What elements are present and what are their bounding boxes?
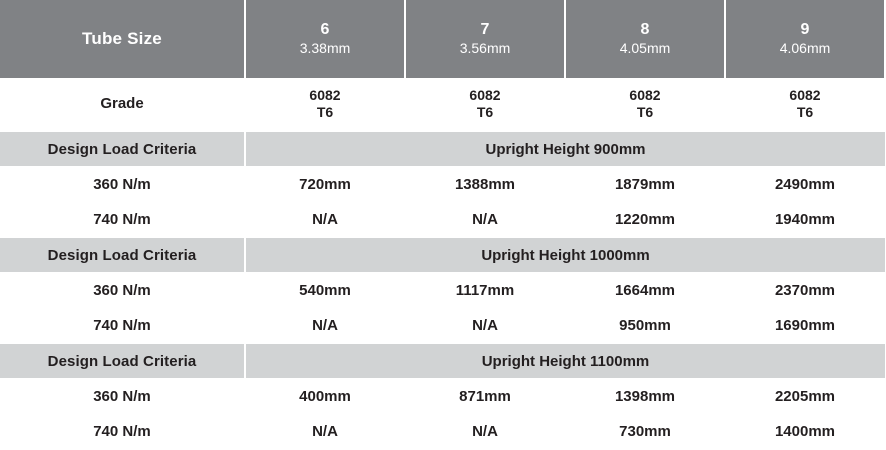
criteria-label: Design Load Criteria [0,237,245,273]
row-label: 360 N/m [0,167,245,202]
grade-value-4 [725,78,885,131]
row-cell: 1220mm [565,202,725,237]
row-cell: N/A [245,414,405,449]
row-cell: 1940mm [725,202,885,237]
grade-value-2 [405,78,565,131]
table-row [0,273,885,308]
row-label: 740 N/m [0,202,245,237]
criteria-row [0,131,885,167]
row-cell: 720mm [245,167,405,202]
header-column-1-size: 6 [320,21,330,39]
row-cell: 1398mm [565,379,725,414]
row-cell: 950mm [565,308,725,343]
grade-value-2-temper: T6 [476,104,494,120]
grade-value-4-temper: T6 [796,104,814,120]
grade-value-3 [565,78,725,131]
grade-value-1 [245,78,405,131]
criteria-label: Design Load Criteria [0,131,245,167]
grade-value-1-alloy: 6082 [309,87,341,104]
header-column-3 [565,0,725,78]
row-cell: 1690mm [725,308,885,343]
row-cell: 730mm [565,414,725,449]
header-row [0,0,885,78]
grade-row [0,78,885,131]
row-cell: 1388mm [405,167,565,202]
criteria-row [0,343,885,379]
table-row [0,414,885,449]
row-cell: 2370mm [725,273,885,308]
table-row [0,308,885,343]
criteria-label: Design Load Criteria [0,343,245,379]
row-label: 740 N/m [0,414,245,449]
row-cell: 1400mm [725,414,885,449]
grade-value-4-alloy: 6082 [789,87,821,104]
header-tube-size: Tube Size [0,0,245,78]
row-cell: 400mm [245,379,405,414]
row-cell: 2205mm [725,379,885,414]
row-cell: 1664mm [565,273,725,308]
row-label: 360 N/m [0,379,245,414]
row-cell: N/A [405,202,565,237]
header-column-3-wall: 4.05mm [619,40,671,57]
row-cell: 2490mm [725,167,885,202]
row-label: 740 N/m [0,308,245,343]
table-row [0,202,885,237]
table-body [0,78,885,449]
row-label: 360 N/m [0,273,245,308]
grade-value-3-alloy: 6082 [629,87,661,104]
table-row [0,379,885,414]
table-row [0,167,885,202]
grade-value-3-temper: T6 [636,104,654,120]
criteria-row [0,237,885,273]
row-cell: N/A [245,202,405,237]
criteria-value: Upright Height 1000mm [245,237,885,273]
row-cell: 540mm [245,273,405,308]
header-column-4-size: 9 [800,21,810,39]
header-column-4 [725,0,885,78]
header-column-3-size: 8 [640,21,650,39]
header-column-2 [405,0,565,78]
grade-label: Grade [0,78,245,131]
header-column-2-size: 7 [480,21,490,39]
header-column-2-wall: 3.56mm [459,40,511,57]
row-cell: N/A [405,308,565,343]
header-column-1 [245,0,405,78]
grade-value-2-alloy: 6082 [469,87,501,104]
row-cell: N/A [405,414,565,449]
grade-value-1-temper: T6 [316,104,334,120]
criteria-value: Upright Height 1100mm [245,343,885,379]
row-cell: 1117mm [405,273,565,308]
row-cell: N/A [245,308,405,343]
table-header [0,0,885,78]
header-column-4-wall: 4.06mm [779,40,831,57]
row-cell: 1879mm [565,167,725,202]
criteria-value: Upright Height 900mm [245,131,885,167]
header-column-1-wall: 3.38mm [299,40,351,57]
row-cell: 871mm [405,379,565,414]
